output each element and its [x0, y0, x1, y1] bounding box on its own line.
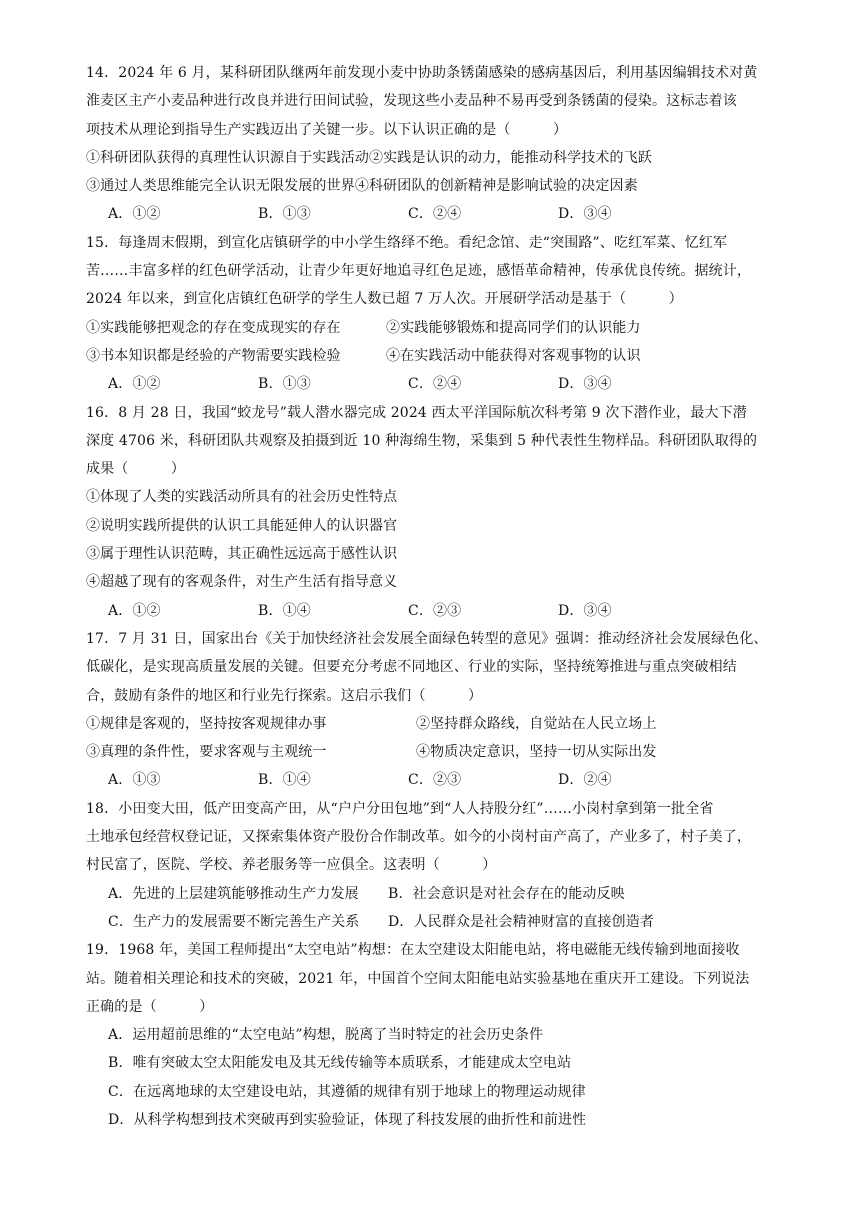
statement-row: [86, 738, 786, 766]
option-b: B．①③: [258, 376, 311, 393]
question-statement: ③真理的条件性，要求客观与主观统一: [86, 744, 327, 761]
option-d: D．②④: [558, 772, 612, 789]
statement-row: [86, 314, 786, 342]
question-stem: 成果（ ）: [86, 461, 186, 478]
question-statement: ④超越了现有的客观条件，对生产生活有指导意义: [86, 574, 398, 591]
option-d: D．③④: [558, 602, 612, 619]
statement-row: [86, 710, 786, 738]
option-c: C．②③: [408, 602, 462, 619]
answer-options: [86, 766, 786, 794]
option-b: B．①③: [258, 206, 311, 223]
question-statement: ③书本知识都是经验的产物需要实践检验: [86, 347, 341, 364]
question-stem: 正确的是（ ）: [86, 998, 214, 1015]
statement-row: [86, 342, 786, 370]
option-d: D．人民群众是社会精神财富的直接创造者: [388, 913, 655, 930]
option-b: B．①④: [258, 602, 311, 619]
answer-options: [86, 370, 786, 398]
option-c: C．生产力的发展需要不断完善生产关系: [108, 913, 360, 930]
question-statement: ③通过人类思维能完全认识无限发展的世界④科研团队的创新精神是影响试验的决定因素: [86, 178, 638, 195]
question-stem: 2024 年以来，到宣化店镇红色研学的学生人数已超 7 万人次。开展研学活动是基于（ ）: [86, 291, 683, 308]
question-stem: 土地承包经营权登记证，又探索集体资产股份合作制改革。如今的小岗村亩产高了，产业多了，村子美了，: [86, 829, 752, 846]
question-16: [86, 399, 786, 625]
answer-options-row: [86, 880, 786, 908]
option-a: A．①②: [108, 206, 161, 223]
option-b: B．①④: [258, 772, 311, 789]
question-15: [86, 229, 786, 399]
question-statement: ④在实践活动中能获得对客观事物的认识: [386, 347, 641, 364]
option-a: A．①③: [108, 772, 161, 789]
question-stem: 苦……丰富多样的红色研学活动，让青少年更好地追寻红色足迹，感悟革命精神，传承优良传统。据统计，: [86, 263, 752, 280]
question-statement: ①实践能够把观念的存在变成现实的存在: [86, 319, 341, 336]
question-stem: 合，鼓励有条件的地区和行业先行探索。这启示我们（ ）: [86, 687, 483, 704]
question-stem: 18．小田变大田，低产田变高产田，从“户户分田包地”到“人人持股分红”……小岗村拿到第一批全省: [86, 800, 714, 817]
question-statement: ①体现了人类的实践活动所具有的社会历史性特点: [86, 489, 398, 506]
option-d: D．③④: [558, 206, 612, 223]
question-stem: 站。随着相关理论和技术的突破，2021 年，中国首个空间太阳能电站实验基地在重庆开工建设。下列说法: [86, 970, 750, 987]
answer-options-row: [86, 908, 786, 936]
question-18: [86, 795, 786, 936]
question-statement: ②实践能够锻炼和提高同学们的认识能力: [386, 319, 641, 336]
question-statement: ②说明实践所提供的认识工具能延伸人的认识器官: [86, 517, 398, 534]
question-stem: 16．8 月 28 日，我国“蛟龙号”载人潜水器完成 2024 西太平洋国际航次科考第 9 次下潜作业，最大下潜: [86, 404, 747, 421]
question-statement: ②坚持群众路线，自觉站在人民立场上: [416, 715, 657, 732]
option-c: C．②④: [408, 376, 462, 393]
question-stem: 17．7 月 31 日，国家出台《关于加快经济社会发展全面绿色转型的意见》强调：推动经济社会发展绿色化、: [86, 630, 768, 647]
option-b: B．社会意识是对社会存在的能动反映: [388, 885, 625, 902]
question-statement: ④物质决定意识，坚持一切从实际出发: [416, 744, 657, 761]
option-c: C．②③: [408, 772, 462, 789]
option-a: A．①②: [108, 376, 161, 393]
answer-options: [86, 597, 786, 625]
question-stem: 淮麦区主产小麦品种进行改良并进行田间试验，发现这些小麦品种不易再受到条锈菌的侵染。这标志着该: [86, 93, 737, 110]
question-19: [86, 936, 786, 1134]
question-statement: ③属于理性认识范畴，其正确性远远高于感性认识: [86, 546, 398, 563]
option-c: C．在远离地球的太空建设电站，其遵循的规律有别于地球上的物理运动规律: [108, 1083, 586, 1100]
option-b: B．唯有突破太空太阳能发电及其无线传输等本质联系，才能建成太空电站: [108, 1055, 572, 1072]
question-stem: 14．2024 年 6 月，某科研团队继两年前发现小麦中协助条锈菌感染的感病基因后，利用基因编辑技术对黄: [86, 65, 758, 81]
exam-page: [86, 59, 786, 1134]
question-17: [86, 625, 786, 795]
question-stem: 19．1968 年，美国工程师提出“太空电站”构想：在太空建设太阳能电站，将电磁能无线传输到地面接收: [86, 942, 740, 959]
option-a: A．①②: [108, 602, 161, 619]
answer-options: [86, 200, 786, 228]
question-stem: 深度 4706 米，科研团队共观察及拍摄到近 10 种海绵生物，采集到 5 种代表性生物样品。科研团队取得的: [86, 432, 758, 449]
question-stem: 村民富了，医院、学校、养老服务等一应俱全。这表明（ ）: [86, 857, 497, 874]
question-statement: ①规律是客观的，坚持按客观规律办事: [86, 715, 327, 732]
option-a: A．先进的上层建筑能够推动生产力发展: [108, 885, 359, 902]
option-a: A．运用超前思维的“太空电站”构想，脱离了当时特定的社会历史条件: [108, 1027, 544, 1044]
option-d: D．从科学构想到技术突破再到实验验证，体现了科技发展的曲折性和前进性: [108, 1111, 587, 1128]
question-stem: 项技术从理论到指导生产实践迈出了关键一步。以下认识正确的是（ ）: [86, 121, 568, 138]
option-c: C．②④: [408, 206, 462, 223]
question-stem: 15．每逢周末假期，到宣化店镇研学的中小学生络绎不绝。看纪念馆、走“突围路”、吃红军菜、忆红军: [86, 234, 728, 251]
question-stem: 低碳化，是实现高质量发展的关键。但要充分考虑不同地区、行业的实际，坚持统筹推进与重点突破相结: [86, 659, 737, 676]
option-d: D．③④: [558, 376, 612, 393]
question-14: [86, 59, 786, 229]
question-statement: ①科研团队获得的真理性认识源自于实践活动②实践是认识的动力，能推动科学技术的飞跃: [86, 149, 652, 166]
